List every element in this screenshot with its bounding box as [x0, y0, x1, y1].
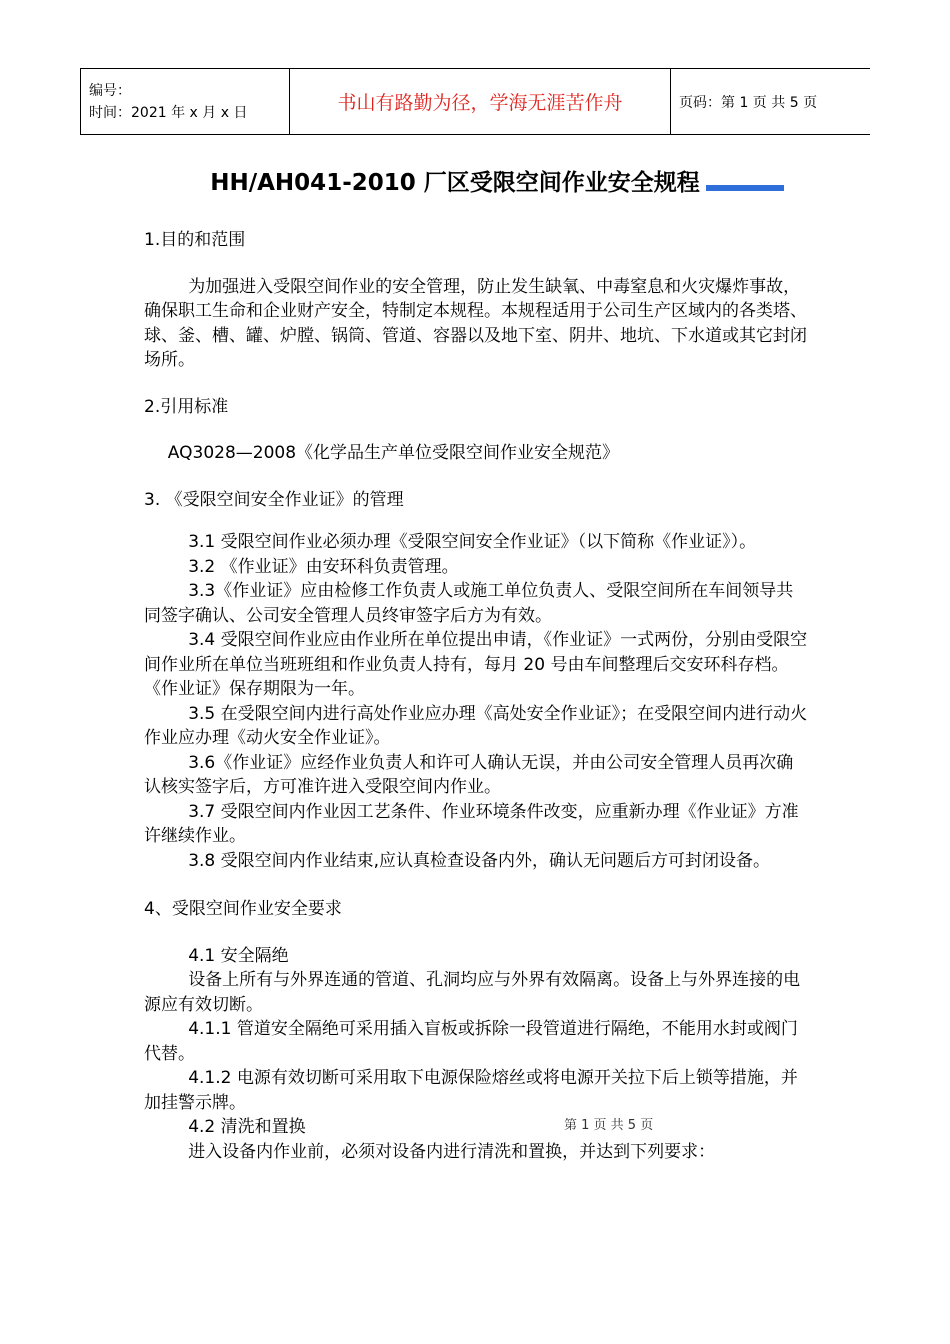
section-3-item: 3.4 受限空间作业应由作业所在单位提出申请，《作业证》一式两份，分别由受限空间作业所在单位当班班组和作业负责人持有，每月 20 号由车间整理后交安环科存档。《作业证》保存期限为一年。	[144, 630, 808, 699]
section-1-body: 为加强进入受限空间作业的安全管理，防止发生缺氧、中毒窒息和火灾爆炸事故，确保职工生命和企业财产安全，特制定本规程。本规程适用于公司生产区域内的各类塔、球、釜、槽、罐、炉膛、锅筒、管道、容器以及地下室、阴井、地坑、下水道或其它封闭场所。	[144, 276, 807, 370]
section-1-heading: 1.目的和范围	[144, 230, 246, 250]
header-table	[80, 68, 870, 135]
footer-page-number: 第 1 页 共 5 页	[564, 1118, 654, 1133]
section-4-2-heading: 4.2 清洗和置换	[188, 1117, 306, 1137]
date-label: 时间：2021 年 x 月 x 日	[89, 104, 248, 121]
document-title	[0, 168, 950, 198]
document-title-text: HH/AH041-2010 厂区受限空间作业安全规程	[210, 170, 700, 196]
section-4-heading: 4、受限空间作业安全要求	[144, 899, 342, 919]
section-4-1-heading: 4.1 安全隔绝	[188, 945, 289, 966]
section-3-item: 3.2 《作业证》由安环科负责管理。	[188, 556, 459, 577]
document-body	[144, 228, 808, 1164]
number-label: 编号：	[89, 82, 131, 99]
section-4-1-body: 设备上所有与外界连通的管道、孔洞均应与外界有效隔离。设备上与外界连接的电源应有效切断。	[144, 970, 801, 1015]
section-2-heading: 2.引用标准	[144, 396, 229, 417]
header-left-cell	[81, 69, 290, 135]
section-4-1-2: 4.1.2 电源有效切断可采用取下电源保险熔丝或将电源开关拉下后上锁等措施，并加挂警示牌。	[144, 1068, 798, 1113]
section-3-heading: 3. 《受限空间安全作业证》的管理	[144, 489, 404, 510]
section-3-item: 3.1 受限空间作业必须办理《受限空间安全作业证》（以下简称《作业证》）。	[188, 532, 757, 552]
section-3-item: 3.8 受限空间内作业结束,应认真检查设备内外，确认无问题后方可封闭设备。	[188, 850, 771, 871]
header-motto-cell	[290, 69, 671, 135]
section-4-1-1: 4.1.1 管道安全隔绝可采用插入盲板或拆除一段管道进行隔绝，不能用水封或阀门代替。	[144, 1019, 798, 1064]
section-3-item: 3.7 受限空间内作业因工艺条件、作业环境条件改变，应重新办理《作业证》方准许继续作业。	[144, 801, 799, 846]
section-3-item: 3.3《作业证》应由检修工作负责人或施工单位负责人、受限空间所在车间领导共同签字确认、公司安全管理人员终审签字后方为有效。	[144, 581, 794, 626]
section-2-body: AQ3028—2008《化学品生产单位受限空间作业安全规范》	[167, 443, 620, 463]
section-3-item: 3.5 在受限空间内进行高处作业应办理《高处安全作业证》；在受限空间内进行动火作业应办理《动火安全作业证》。	[144, 703, 808, 748]
section-4-2-body: 进入设备内作业前，必须对设备内进行清洗和置换，并达到下列要求：	[188, 1141, 716, 1162]
header-page-cell	[671, 69, 871, 135]
section-3-item: 3.6《作业证》应经作业负责人和许可人确认无误，并由公司安全管理人员再次确认核实签字后，方可准许进入受限空间内作业。	[144, 752, 794, 797]
title-underline-bar	[706, 185, 784, 191]
page-code: 页码：第 1 页 共 5 页	[679, 94, 818, 111]
motto-text: 书山有路勤为径，学海无涯苦作舟	[337, 92, 623, 114]
